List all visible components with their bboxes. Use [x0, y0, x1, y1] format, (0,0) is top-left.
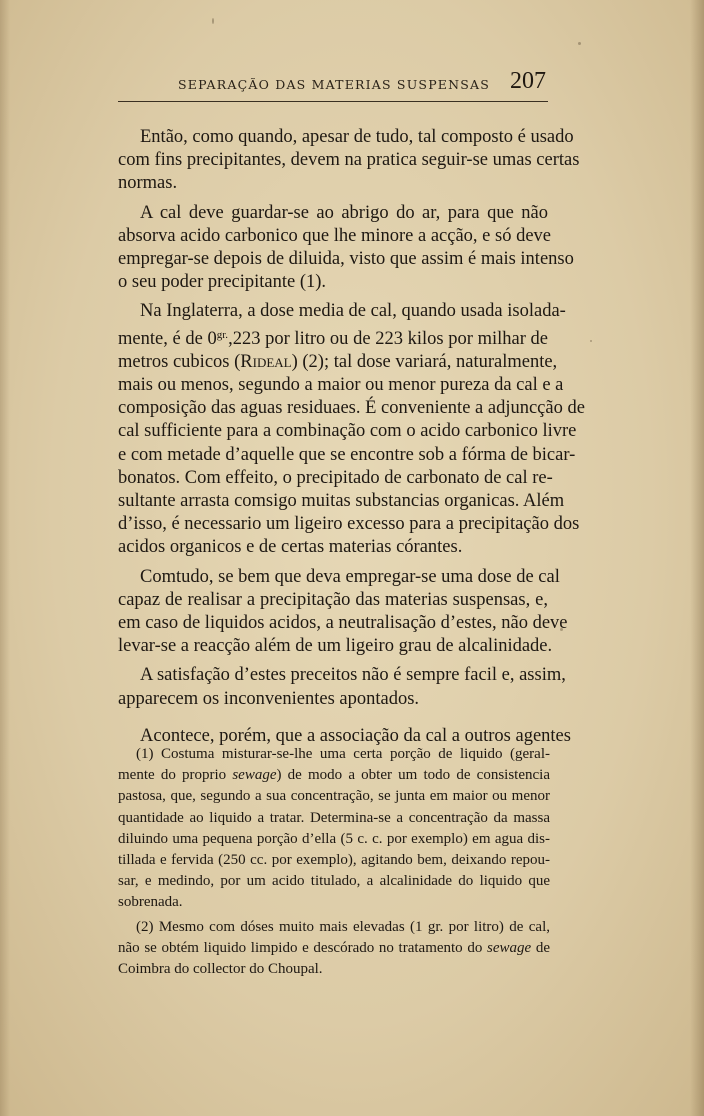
- text-line: [118, 351, 558, 374]
- text-line: Acontece, porém, que a associação da cal a outros agentes: [140, 725, 571, 746]
- superscript-unit: gr.: [216, 328, 229, 341]
- footnotes: [118, 744, 550, 980]
- text-fragment: ) de modo a obter um todo de consistencia: [276, 767, 550, 784]
- text-line: capaz de realisar a precipitação das materias suspensas, e,: [118, 589, 548, 610]
- text-line: levar-se a reacção além de um ligeiro grau de alcalinidade.: [118, 636, 553, 657]
- page-edge-shadow-left: [0, 0, 10, 1116]
- text-line: [118, 126, 574, 149]
- text-line: em caso de liquidos acidos, a neutralisação d’estes, não deve: [118, 613, 568, 634]
- text-line: d’isso, é necessario um ligeiro excesso para a precipitação dos: [118, 514, 580, 535]
- text-line: com fins precipitantes, devem na pratica seguir-se umas certas: [118, 150, 580, 171]
- paper-speck: [212, 18, 214, 24]
- text-line: bonatos. Com effeito, o precipitado de carbonato de cal re-: [118, 467, 553, 488]
- paragraph-4: [118, 566, 568, 659]
- body-text: [118, 126, 585, 748]
- text-line: [118, 324, 548, 351]
- footnote-line: diluindo uma pequena porção d’ella (5 c. c. por exemplo) em agua dis-: [118, 830, 550, 847]
- text-line: composição das aguas residuaes. É conveniente a adjuncção de: [118, 398, 585, 419]
- text-fragment: mente, é de 0: [118, 328, 217, 349]
- paragraph-3: [118, 300, 585, 559]
- text-line: Comtudo, se bem que deva empregar-se uma dose de cal: [140, 566, 560, 587]
- text-line: apparecem os inconvenientes apontados.: [118, 688, 420, 709]
- page-number: 207: [510, 68, 546, 94]
- text-fragment: de: [531, 939, 550, 956]
- footnote-1: [118, 744, 550, 914]
- footnote-line: sobrenada.: [118, 894, 183, 911]
- footnote-line: pastosa, que, segundo a sua concentração, se junta em maior ou menor: [118, 788, 550, 805]
- footnote-line: (1) Costuma misturar-se-lhe uma certa porção de liquido (geral-: [136, 746, 550, 762]
- text-line: o seu poder precipitante (1).: [118, 272, 327, 293]
- author-name-smallcaps: Rideal: [240, 351, 292, 372]
- paragraph-1: [118, 126, 580, 196]
- paper-speck: [560, 628, 563, 631]
- text-line: cal sufficiente para a combinação com o acido carbonico livre: [118, 421, 577, 442]
- text-line: normas.: [118, 173, 178, 194]
- text-line: absorva acido carbonico que lhe minore a acção, e só deve: [118, 225, 552, 246]
- text-fragment: ,223 por litro ou de 223 kilos por milhar de: [228, 328, 548, 349]
- paper-speck: [590, 340, 592, 342]
- text-line: empregar-se depois de diluida, visto que assim é mais intenso: [118, 249, 574, 270]
- paragraph-2: [118, 202, 574, 295]
- page-header: [118, 66, 548, 102]
- running-title: SEPARAÇÃO DAS MATERIAS SUSPENSAS: [178, 77, 491, 92]
- text-line: A satisfação d’estes preceitos não é sempre facil e, assim,: [140, 665, 566, 686]
- italic-term: sewage: [487, 939, 532, 956]
- text-line: acidos organicos e de certas materias córantes.: [118, 537, 463, 558]
- footnote-2: [118, 917, 550, 981]
- page-edge-shadow-right: [690, 0, 704, 1116]
- footnote-line: Coimbra do collector do Choupal.: [118, 961, 323, 978]
- text-line: Na Inglaterra, a dose media de cal, quando usada isolada-: [140, 301, 566, 322]
- footnote-line: sar, e medindo, por um acido titulado, a alcalinidade do liquido que: [118, 873, 550, 890]
- paper-speck: [578, 42, 581, 45]
- footnote-line: [118, 765, 550, 786]
- text-line: mais ou menos, segundo a maior ou menor pureza da cal e a: [118, 375, 564, 396]
- text-line-content: Então, como quando, apesar de tudo, tal composto é usado: [140, 127, 574, 147]
- text-line: A cal deve guardar-se ao abrigo do ar, para que não: [140, 202, 548, 223]
- text-fragment: metros cubicos (: [118, 351, 241, 372]
- footnote-line: [118, 938, 550, 959]
- header-rule: [118, 101, 548, 102]
- footnote-line: (2) Mesmo com dóses muito mais elevadas (1 gr. por litro) de cal,: [136, 918, 550, 935]
- text-line: e com metade d’aquelle que se encontre sob a fórma de bicar-: [118, 444, 576, 465]
- text-line: sultante arrasta comsigo muitas substancias organicas. Além: [118, 491, 565, 512]
- text-fragment: ) (2); tal dose variará, naturalmente,: [291, 351, 558, 372]
- footnote-line: quantidade ao liquido a tratar. Determina-se a concentração da massa: [118, 809, 550, 826]
- text-fragment: mente do proprio: [118, 767, 233, 784]
- italic-term: sewage: [232, 767, 277, 784]
- text-fragment: não se obtém liquido limpido e descórado no tratamento do: [118, 939, 487, 956]
- footnote-line: tillada e fervida (250 cc. por exemplo), agitando bem, deixando repou-: [118, 852, 550, 869]
- paragraph-5: [118, 664, 566, 710]
